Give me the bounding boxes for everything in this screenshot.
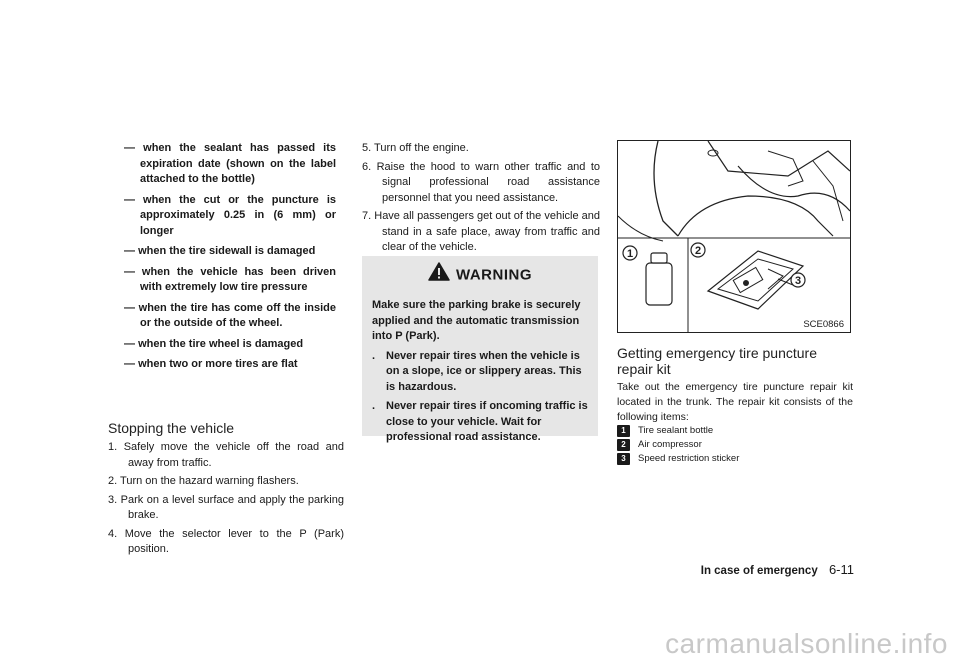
condition-item: — when two or more tires are flat — [124, 357, 336, 373]
trunk-drawing — [618, 141, 850, 332]
warning-heading — [362, 262, 598, 289]
subtitle-repair-kit: Getting emergency tire puncture repair kit — [617, 345, 817, 377]
figure-code: SCE0866 — [803, 319, 844, 330]
warning-intro: Make sure the parking brake is securely applied and the automatic transmission into P (Park). — [372, 299, 581, 342]
condition-item: — when the tire sidewall is damaged — [124, 244, 336, 260]
condition-item: — when the tire wheel is damaged — [124, 337, 336, 353]
condition-item: — when the tire has come off the inside or the outside of the wheel. — [124, 301, 336, 332]
bullet-marker: . — [372, 349, 376, 362]
condition-item: — when the sealant has passed its expiration date (shown on the label attached to the bottle) — [124, 141, 336, 188]
callout-2 — [691, 243, 705, 257]
warning-label: WARNING — [456, 266, 532, 284]
step-item: 2. Turn on the hazard warning flashers. — [108, 475, 299, 487]
repair-kit-illustration — [617, 140, 851, 333]
warning-bullet — [372, 399, 590, 446]
warning-triangle-icon — [428, 262, 450, 289]
warning-bullet — [372, 349, 590, 396]
bullet-marker: . — [372, 400, 376, 412]
section-title-stopping: Stopping the vehicle — [108, 420, 235, 436]
item-number-badge: 2 — [617, 439, 630, 451]
svg-text:1: 1 — [626, 248, 634, 260]
kit-item — [617, 452, 851, 466]
kit-items-list — [617, 424, 851, 466]
step-item: 1. Safely move the vehicle off the road and away from traffic. — [108, 441, 344, 469]
warning-bullet-text: Never repair tires when the vehicle is on a slope, ice or slippery areas. This is hazardous. — [386, 349, 582, 393]
kit-item — [617, 424, 851, 438]
svg-text:3: 3 — [794, 275, 802, 287]
condition-list — [124, 141, 336, 378]
kit-item — [617, 438, 851, 452]
repair-kit-description: Take out the emergency tire puncture repair kit located in the trunk. The repair kit consists of the following items: — [617, 381, 853, 423]
kit-item-label: Speed restriction sticker — [638, 453, 740, 464]
step-item: 4. Move the selector lever to the P (Park) position. — [108, 527, 344, 555]
callout-3 — [791, 273, 805, 287]
footer-section-name: In case of emergency — [700, 565, 818, 577]
page-footer — [701, 562, 854, 577]
callout-1 — [623, 246, 637, 260]
steps-list-continued — [362, 141, 600, 259]
warning-box — [362, 256, 598, 443]
condition-item: — when the cut or the puncture is approximately 0.25 in (6 mm) or longer — [124, 193, 336, 240]
step-item: 6. Raise the hood to warn other traffic and to signal professional road assistance personnel that you need assistance. — [362, 160, 600, 204]
kit-item-label: Tire sealant bottle — [638, 425, 714, 436]
warning-body — [372, 298, 590, 450]
step-item: 7. Have all passengers get out of the vehicle and stand in a safe place, away from traffic and clear of the vehicle. — [362, 210, 600, 253]
warning-bullet-text: Never repair tires if oncoming traffic is close to your vehicle. Wait for professional road assistance. — [386, 400, 588, 443]
kit-item-label: Air compressor — [638, 439, 702, 450]
condition-item: — when the vehicle has been driven with extremely low tire pressure — [124, 265, 336, 296]
svg-text:2: 2 — [694, 245, 702, 257]
page-number: 6-11 — [828, 562, 854, 577]
item-number-badge: 1 — [617, 425, 630, 437]
step-item: 5. Turn off the engine. — [362, 142, 469, 154]
item-number-badge: 3 — [617, 453, 630, 465]
step-item: 3. Park on a level surface and apply the parking brake. — [108, 493, 344, 521]
steps-list — [108, 440, 344, 561]
watermark: carmanualsonline.info — [665, 628, 948, 659]
